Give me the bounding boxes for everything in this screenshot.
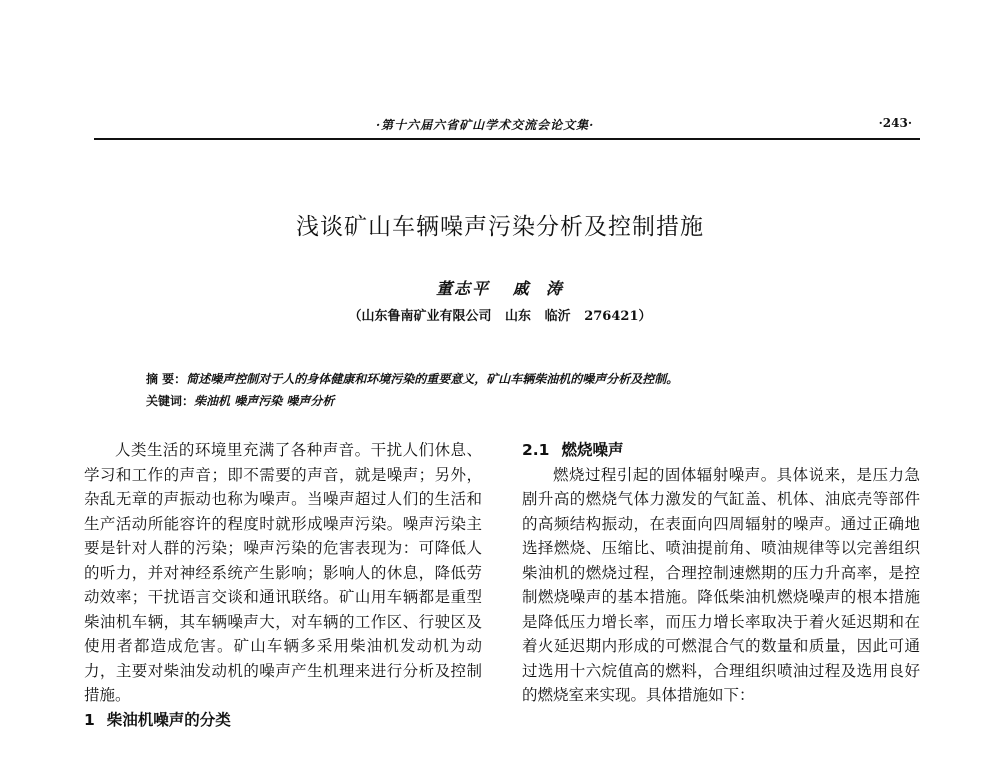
left-column xyxy=(84,438,482,732)
paper-title: 浅谈矿山车辆噪声污染分析及控制措施 xyxy=(296,214,704,240)
abstract-block xyxy=(146,368,906,412)
abstract-text: 简述噪声控制对于人的身体健康和环境污染的重要意义，矿山车辆柴油机的噪声分析及控制。 xyxy=(186,372,679,386)
section-number: 1 xyxy=(84,710,95,729)
section-heading-2-1 xyxy=(522,438,920,463)
authors: 董志平 戚 涛 xyxy=(436,279,564,298)
abstract-label: 摘 要： xyxy=(146,372,187,386)
section-title: 燃烧噪声 xyxy=(561,441,624,459)
running-header xyxy=(94,116,920,136)
page-number: ·243· xyxy=(878,116,912,130)
affiliation: （山东鲁南矿业有限公司 山东 临沂 276421） xyxy=(348,309,652,324)
section-title: 柴油机噪声的分类 xyxy=(106,710,231,729)
combustion-paragraph: 燃烧过程引起的固体辐射噪声。具体说来，是压力急剧升高的燃烧气体力激发的气缸盖、机体、油底壳等部件的高频结构振动，在表面向四周辐射的噪声。通过正确地选择燃烧、压缩比、喷油提前角、喷油规律等以完善组织柴油机的燃烧过程，合理控制速燃期的压力升高率，是控制燃烧噪声的基本措施。降低柴油机燃烧噪声的根本措施是降低压力增长率，而压力增长率取决于着火延迟期和在着火延迟期内形成的可燃混合气的数量和质量，因此可通过选用十六烷值高的燃料，合理组织喷油过程及选用良好的燃烧室来实现。具体措施如下： xyxy=(522,465,920,704)
keywords-text: 柴油机 噪声污染 噪声分析 xyxy=(194,394,335,408)
journal-name: ·第十六届六省矿山学术交流会论文集· xyxy=(376,118,595,132)
section-number: 2.1 xyxy=(522,441,550,459)
keywords-label: 关键词： xyxy=(146,394,195,408)
section-heading-1 xyxy=(84,708,482,733)
abstract-line xyxy=(146,368,906,390)
header-rule xyxy=(94,138,920,140)
keywords-line xyxy=(146,390,906,412)
right-column xyxy=(522,438,920,708)
intro-paragraph: 人类生活的环境里充满了各种声音。干扰人们休息、学习和工作的声音；即不需要的声音，就是噪声；另外，杂乱无章的声振动也称为噪声。当噪声超过人们的生活和生产活动所能容许的程度时就形成噪声污染。噪声污染主要是针对人群的污染；噪声污染的危害表现为：可降低人的听力，并对神经系统产生影响；影响人的休息，降低劳动效率；干扰语言交谈和通讯联络。矿山用车辆都是重型柴油机车辆，其车辆噪声大，对车辆的工作区、行驶区及使用者都造成危害。矿山车辆多采用柴油机发动机为动力，主要对柴油发动机的噪声产生机理来进行分析及控制措施。 xyxy=(84,441,482,704)
